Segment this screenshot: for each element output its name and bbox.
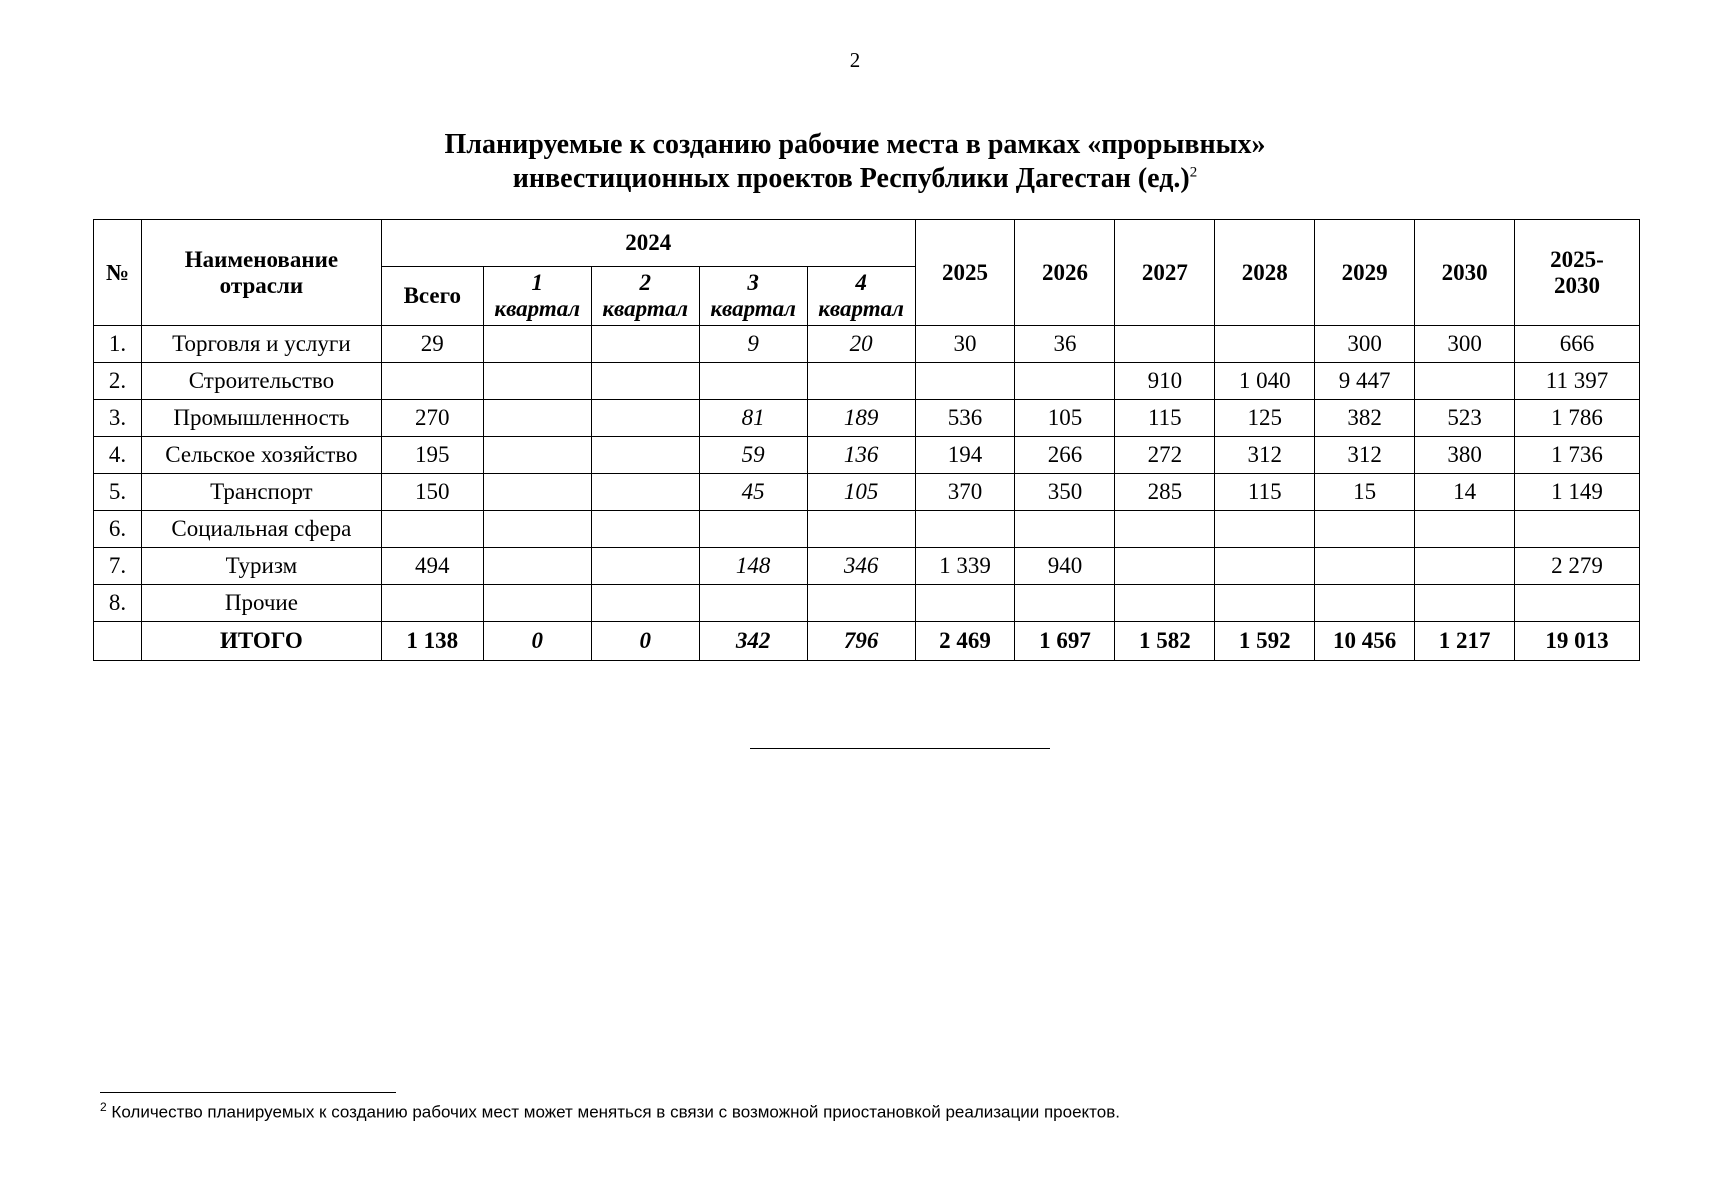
- table-row: [94, 326, 1640, 363]
- table-row: [94, 548, 1640, 585]
- quarter-2-cell: [591, 363, 699, 400]
- total-2024-cell: 150: [381, 474, 483, 511]
- quarter-4-cell: 105: [807, 474, 915, 511]
- quarter-label: квартал: [710, 296, 796, 321]
- quarter-2-cell: [591, 548, 699, 585]
- quarter-2-cell: [591, 585, 699, 622]
- quarter-1-cell: [483, 585, 591, 622]
- quarter-number: 4: [855, 270, 867, 295]
- year-2028-cell: [1215, 511, 1315, 548]
- year-2028-cell: 1 040: [1215, 363, 1315, 400]
- header-year: 2027: [1115, 220, 1215, 326]
- year-2029-cell: 10 456: [1315, 622, 1415, 661]
- table-row: [94, 363, 1640, 400]
- year-2026-cell: [1015, 363, 1115, 400]
- year-2027-cell: 910: [1115, 363, 1215, 400]
- range-2025-2030-cell: 11 397: [1515, 363, 1640, 400]
- total-2024-cell: 494: [381, 548, 483, 585]
- header-year-2024: 2024: [381, 220, 915, 267]
- year-2030-cell: 1 217: [1415, 622, 1515, 661]
- quarter-3-cell: 148: [699, 548, 807, 585]
- header-num: №: [94, 220, 142, 326]
- quarter-label: квартал: [818, 296, 904, 321]
- quarter-4-cell: 346: [807, 548, 915, 585]
- row-number-cell: 1.: [94, 326, 142, 363]
- table-row: [94, 585, 1640, 622]
- year-2027-cell: 272: [1115, 437, 1215, 474]
- header-quarter-3: [699, 267, 807, 326]
- quarter-4-cell: 796: [807, 622, 915, 661]
- document-title: [0, 128, 1710, 196]
- quarter-3-cell: [699, 363, 807, 400]
- table-row: [94, 511, 1640, 548]
- header-year: 2026: [1015, 220, 1115, 326]
- year-2028-cell: 312: [1215, 437, 1315, 474]
- title-line-2: [0, 162, 1710, 196]
- header-quarter-4: [807, 267, 915, 326]
- quarter-3-cell: 9: [699, 326, 807, 363]
- header-quarter-2: [591, 267, 699, 326]
- total-2024-cell: 195: [381, 437, 483, 474]
- header-range-bottom: 2030: [1554, 272, 1600, 298]
- quarter-1-cell: [483, 548, 591, 585]
- total-2024-cell: [381, 511, 483, 548]
- row-number-cell: 7.: [94, 548, 142, 585]
- year-2028-cell: 115: [1215, 474, 1315, 511]
- quarter-2-cell: [591, 400, 699, 437]
- total-row: [94, 622, 1640, 661]
- header-year: 2025: [915, 220, 1015, 326]
- quarter-4-cell: 189: [807, 400, 915, 437]
- year-2029-cell: 15: [1315, 474, 1415, 511]
- sector-name-cell: Транспорт: [141, 474, 381, 511]
- row-number-cell: 5.: [94, 474, 142, 511]
- quarter-number: 2: [639, 270, 651, 295]
- year-2027-cell: 285: [1115, 474, 1215, 511]
- quarter-label: квартал: [494, 296, 581, 321]
- row-number-cell: 8.: [94, 585, 142, 622]
- range-2025-2030-cell: 19 013: [1515, 622, 1640, 661]
- year-2025-cell: 2 469: [915, 622, 1015, 661]
- year-2027-cell: [1115, 511, 1215, 548]
- year-2030-cell: 380: [1415, 437, 1515, 474]
- year-2025-cell: 536: [915, 400, 1015, 437]
- year-2030-cell: 14: [1415, 474, 1515, 511]
- row-number-cell: 6.: [94, 511, 142, 548]
- year-2028-cell: 1 592: [1215, 622, 1315, 661]
- sector-name-cell: Туризм: [141, 548, 381, 585]
- table-row: [94, 474, 1640, 511]
- total-2024-cell: 270: [381, 400, 483, 437]
- range-2025-2030-cell: 1 786: [1515, 400, 1640, 437]
- range-2025-2030-cell: [1515, 511, 1640, 548]
- quarter-1-cell: [483, 474, 591, 511]
- year-2025-cell: 194: [915, 437, 1015, 474]
- quarter-4-cell: [807, 585, 915, 622]
- year-2026-cell: 266: [1015, 437, 1115, 474]
- quarter-2-cell: [591, 326, 699, 363]
- range-2025-2030-cell: 1 736: [1515, 437, 1640, 474]
- year-2029-cell: [1315, 585, 1415, 622]
- year-2030-cell: [1415, 511, 1515, 548]
- year-2026-cell: [1015, 585, 1115, 622]
- header-year: 2029: [1315, 220, 1415, 326]
- quarter-4-cell: [807, 363, 915, 400]
- year-2025-cell: [915, 585, 1015, 622]
- quarter-4-cell: [807, 511, 915, 548]
- year-2025-cell: 30: [915, 326, 1015, 363]
- quarter-2-cell: [591, 474, 699, 511]
- quarter-1-cell: [483, 400, 591, 437]
- row-number-cell: [94, 622, 142, 661]
- table-row: [94, 437, 1640, 474]
- quarter-1-cell: [483, 437, 591, 474]
- quarter-4-cell: 136: [807, 437, 915, 474]
- quarter-3-cell: [699, 511, 807, 548]
- range-2025-2030-cell: 1 149: [1515, 474, 1640, 511]
- year-2028-cell: [1215, 585, 1315, 622]
- table-body: [94, 326, 1640, 661]
- year-2027-cell: 1 582: [1115, 622, 1215, 661]
- footnote-rule: [100, 1092, 396, 1093]
- year-2030-cell: 300: [1415, 326, 1515, 363]
- sector-name-cell: Социальная сфера: [141, 511, 381, 548]
- year-2027-cell: [1115, 585, 1215, 622]
- range-2025-2030-cell: 666: [1515, 326, 1640, 363]
- header-name: Наименование отрасли: [141, 220, 381, 326]
- header-quarter-1: [483, 267, 591, 326]
- header-row-1: [94, 220, 1640, 267]
- row-number-cell: 2.: [94, 363, 142, 400]
- footnote: [100, 1100, 1120, 1123]
- header-year: 2030: [1415, 220, 1515, 326]
- year-2029-cell: [1315, 511, 1415, 548]
- year-2029-cell: 382: [1315, 400, 1415, 437]
- quarter-1-cell: [483, 326, 591, 363]
- quarter-number: 1: [531, 270, 543, 295]
- quarter-2-cell: 0: [591, 622, 699, 661]
- quarter-1-cell: [483, 363, 591, 400]
- total-2024-cell: 29: [381, 326, 483, 363]
- year-2027-cell: [1115, 326, 1215, 363]
- year-2028-cell: 125: [1215, 400, 1315, 437]
- title-line-1: Планируемые к созданию рабочие места в рамках «прорывных»: [444, 129, 1266, 160]
- year-2027-cell: 115: [1115, 400, 1215, 437]
- year-2025-cell: [915, 363, 1015, 400]
- sector-name-cell: Торговля и услуги: [141, 326, 381, 363]
- year-2030-cell: [1415, 363, 1515, 400]
- year-2030-cell: 523: [1415, 400, 1515, 437]
- header-year: 2028: [1215, 220, 1315, 326]
- year-2025-cell: 1 339: [915, 548, 1015, 585]
- quarter-3-cell: 59: [699, 437, 807, 474]
- title-footnote-ref: 2: [1189, 164, 1198, 181]
- quarter-3-cell: 81: [699, 400, 807, 437]
- footnote-text: Количество планируемых к созданию рабочих мест может меняться в связи с возможной приостановкой реализации проектов.: [111, 1102, 1120, 1122]
- year-2027-cell: [1115, 548, 1215, 585]
- title-line-2-text: инвестиционных проектов Республики Дагестан (ед.): [512, 163, 1190, 194]
- quarter-3-cell: 342: [699, 622, 807, 661]
- quarter-3-cell: [699, 585, 807, 622]
- table-row: [94, 400, 1640, 437]
- year-2026-cell: [1015, 511, 1115, 548]
- quarter-4-cell: 20: [807, 326, 915, 363]
- year-2029-cell: [1315, 548, 1415, 585]
- sector-name-cell: Сельское хозяйство: [141, 437, 381, 474]
- year-2026-cell: 940: [1015, 548, 1115, 585]
- total-2024-cell: 1 138: [381, 622, 483, 661]
- page-number: 2: [849, 48, 861, 72]
- year-2026-cell: 105: [1015, 400, 1115, 437]
- year-2026-cell: 1 697: [1015, 622, 1115, 661]
- row-number-cell: 4.: [94, 437, 142, 474]
- quarter-2-cell: [591, 437, 699, 474]
- header-range: [1515, 220, 1640, 326]
- quarter-1-cell: 0: [483, 622, 591, 661]
- row-number-cell: 3.: [94, 400, 142, 437]
- sector-name-cell: ИТОГО: [141, 622, 381, 661]
- range-2025-2030-cell: 2 279: [1515, 548, 1640, 585]
- section-divider: [750, 748, 1050, 749]
- year-2028-cell: [1215, 326, 1315, 363]
- quarter-label: квартал: [602, 296, 689, 321]
- year-2025-cell: [915, 511, 1015, 548]
- quarter-1-cell: [483, 511, 591, 548]
- jobs-table: [93, 219, 1640, 661]
- year-2029-cell: 312: [1315, 437, 1415, 474]
- year-2026-cell: 36: [1015, 326, 1115, 363]
- year-2028-cell: [1215, 548, 1315, 585]
- quarter-number: 3: [747, 270, 759, 295]
- range-2025-2030-cell: [1515, 585, 1640, 622]
- total-2024-cell: [381, 585, 483, 622]
- sector-name-cell: Промышленность: [141, 400, 381, 437]
- year-2025-cell: 370: [915, 474, 1015, 511]
- header-total: Всего: [381, 267, 483, 326]
- footnote-mark: 2: [100, 1100, 107, 1114]
- year-2029-cell: 300: [1315, 326, 1415, 363]
- total-2024-cell: [381, 363, 483, 400]
- sector-name-cell: Строительство: [141, 363, 381, 400]
- year-2026-cell: 350: [1015, 474, 1115, 511]
- year-2030-cell: [1415, 585, 1515, 622]
- header-range-top: 2025-: [1550, 246, 1604, 272]
- quarter-3-cell: 45: [699, 474, 807, 511]
- quarter-2-cell: [591, 511, 699, 548]
- year-2030-cell: [1415, 548, 1515, 585]
- year-2029-cell: 9 447: [1315, 363, 1415, 400]
- sector-name-cell: Прочие: [141, 585, 381, 622]
